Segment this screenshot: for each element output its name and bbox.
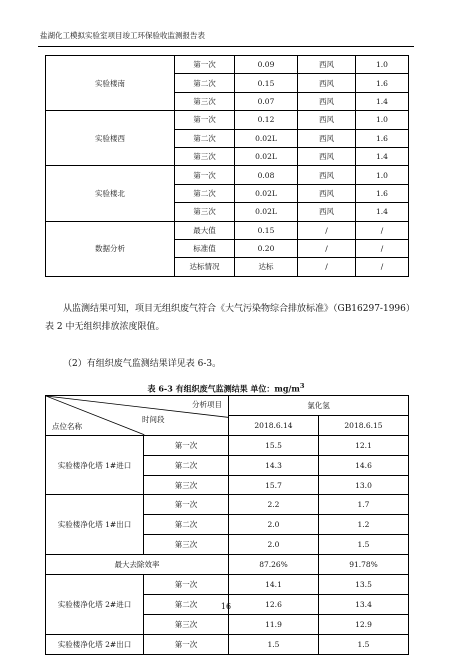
time-cell: 第三次 — [144, 475, 229, 495]
time-cell: 第一次 — [144, 634, 229, 654]
value-day1-cell: 1.5 — [229, 634, 319, 654]
analysis-item-cell: 标准值 — [175, 239, 235, 257]
time-cell: 第二次 — [175, 74, 235, 92]
time-cell: 第一次 — [175, 111, 235, 129]
wind-speed-cell: 1.4 — [356, 92, 409, 110]
wind-speed-cell: 1.0 — [356, 166, 409, 184]
value-day1-cell: 2.0 — [229, 515, 319, 535]
value-day2-cell: 12.1 — [319, 435, 409, 455]
table-row — [46, 221, 409, 239]
monitoring-table-organized — [45, 395, 409, 655]
time-cell: 第二次 — [175, 129, 235, 147]
site-name-cell: 实验楼净化塔 2#出口 — [46, 634, 144, 654]
time-cell: 第一次 — [144, 495, 229, 515]
value-cell: 0.07 — [235, 92, 298, 110]
time-cell: 第一次 — [175, 56, 235, 74]
date-header: 2018.6.14 — [229, 415, 319, 435]
table-row — [46, 575, 409, 595]
time-cell: 第三次 — [144, 535, 229, 555]
wind-speed-cell: 1.0 — [356, 56, 409, 74]
value-cell: 0.15 — [235, 74, 298, 92]
table-row — [46, 634, 409, 654]
paragraph-table-intro: （2）有组织废气监测结果详见表 6-3。 — [63, 359, 222, 369]
analysis-label-cell: 数据分析 — [46, 221, 175, 276]
site-name-cell: 实验楼西 — [46, 111, 175, 166]
wind-direction-cell: / — [298, 239, 356, 257]
value-day2-cell: 1.2 — [319, 515, 409, 535]
header-rule — [38, 46, 414, 47]
monitoring-table-unorganized — [45, 55, 409, 277]
value-day2-cell: 13.5 — [319, 575, 409, 595]
value-cell: 0.12 — [235, 111, 298, 129]
value-day2-cell: 13.4 — [319, 594, 409, 614]
wind-speed-cell: 1.6 — [356, 129, 409, 147]
wind-direction-cell: / — [298, 221, 356, 239]
wind-speed-cell: / — [356, 258, 409, 276]
wind-direction-cell: 西风 — [298, 203, 356, 221]
caption-unit-superscript: 3 — [299, 382, 305, 390]
wind-direction-cell: 西风 — [298, 74, 356, 92]
wind-direction-cell: / — [298, 258, 356, 276]
value-day1-cell: 14.3 — [229, 455, 319, 475]
site-name-cell: 实验楼净化塔 2#进口 — [46, 575, 144, 635]
removal-day2-cell: 91.78% — [319, 555, 409, 575]
wind-direction-cell: 西风 — [298, 56, 356, 74]
table-row — [46, 495, 409, 515]
time-cell: 第二次 — [175, 184, 235, 202]
value-day1-cell: 15.5 — [229, 435, 319, 455]
wind-speed-cell: 1.6 — [356, 184, 409, 202]
diagonal-header-cell — [46, 396, 229, 436]
report-header: 盐湖化工模拟实验室项目竣工环保验收监测报告表 — [40, 31, 205, 40]
wind-direction-cell: 西风 — [298, 184, 356, 202]
table-row — [46, 111, 409, 129]
value-day1-cell: 2.2 — [229, 495, 319, 515]
wind-direction-cell: 西风 — [298, 111, 356, 129]
value-cell: 0.09 — [235, 56, 298, 74]
time-cell: 第一次 — [144, 435, 229, 455]
wind-speed-cell: 1.0 — [356, 111, 409, 129]
value-day2-cell: 1.7 — [319, 495, 409, 515]
time-cell: 第三次 — [175, 147, 235, 165]
time-cell: 第二次 — [144, 455, 229, 475]
diag-analysis-item: 分析项目 — [192, 400, 222, 409]
table-row — [46, 166, 409, 184]
pollutant-header: 氯化氢 — [229, 396, 409, 416]
date-header: 2018.6.15 — [319, 415, 409, 435]
value-day2-cell: 1.5 — [319, 535, 409, 555]
diag-site-name: 点位名称 — [52, 421, 82, 431]
wind-speed-cell: 1.6 — [356, 74, 409, 92]
value-day1-cell: 12.6 — [229, 594, 319, 614]
value-day2-cell: 1.5 — [319, 634, 409, 654]
diag-time-period: 时间段 — [142, 415, 165, 424]
table-row — [46, 555, 409, 575]
value-day1-cell: 2.0 — [229, 535, 319, 555]
analysis-item-cell: 达标情况 — [175, 258, 235, 276]
value-cell: 0.08 — [235, 166, 298, 184]
wind-speed-cell: / — [356, 239, 409, 257]
table-caption — [0, 382, 452, 395]
site-name-cell: 实验楼净化塔 1#进口 — [46, 435, 144, 495]
time-cell: 第三次 — [144, 614, 229, 634]
time-cell: 第二次 — [144, 515, 229, 535]
value-day2-cell: 12.9 — [319, 614, 409, 634]
value-cell: 0.02L — [235, 147, 298, 165]
wind-direction-cell: 西风 — [298, 166, 356, 184]
site-name-cell: 实验楼北 — [46, 166, 175, 221]
value-day2-cell: 13.0 — [319, 475, 409, 495]
removal-day1-cell: 87.26% — [229, 555, 319, 575]
time-cell: 第一次 — [175, 166, 235, 184]
paragraph-result-conclusion: 从监测结果可知，项目无组织废气符合《大气污染物综合排放标准》（GB16297-1996）表 2 中无组织排放浓度限值。 — [45, 304, 411, 332]
removal-efficiency-label: 最大去除效率 — [46, 555, 229, 575]
wind-direction-cell: 西风 — [298, 147, 356, 165]
wind-direction-cell: 西风 — [298, 92, 356, 110]
caption-text: 表 6-3 有组织废气监测结果 单位：mg/m — [147, 383, 300, 394]
analysis-item-cell: 最大值 — [175, 221, 235, 239]
value-day1-cell: 14.1 — [229, 575, 319, 595]
table-row — [46, 56, 409, 74]
time-cell: 第三次 — [175, 203, 235, 221]
value-day1-cell: 15.7 — [229, 475, 319, 495]
wind-direction-cell: 西风 — [298, 129, 356, 147]
value-day2-cell: 14.6 — [319, 455, 409, 475]
page-number: 16 — [220, 602, 232, 611]
table-row — [46, 435, 409, 455]
value-cell: 0.15 — [235, 221, 298, 239]
wind-speed-cell: 1.4 — [356, 203, 409, 221]
time-cell: 第三次 — [175, 92, 235, 110]
time-cell: 第二次 — [144, 594, 229, 614]
value-cell: 0.02L — [235, 203, 298, 221]
value-cell: 达标 — [235, 258, 298, 276]
site-name-cell: 实验楼南 — [46, 56, 175, 111]
value-day1-cell: 11.9 — [229, 614, 319, 634]
site-name-cell: 实验楼净化塔 1#出口 — [46, 495, 144, 555]
time-cell: 第一次 — [144, 575, 229, 595]
wind-speed-cell: 1.4 — [356, 147, 409, 165]
value-cell: 0.02L — [235, 184, 298, 202]
wind-speed-cell: / — [356, 221, 409, 239]
value-cell: 0.20 — [235, 239, 298, 257]
value-cell: 0.02L — [235, 129, 298, 147]
